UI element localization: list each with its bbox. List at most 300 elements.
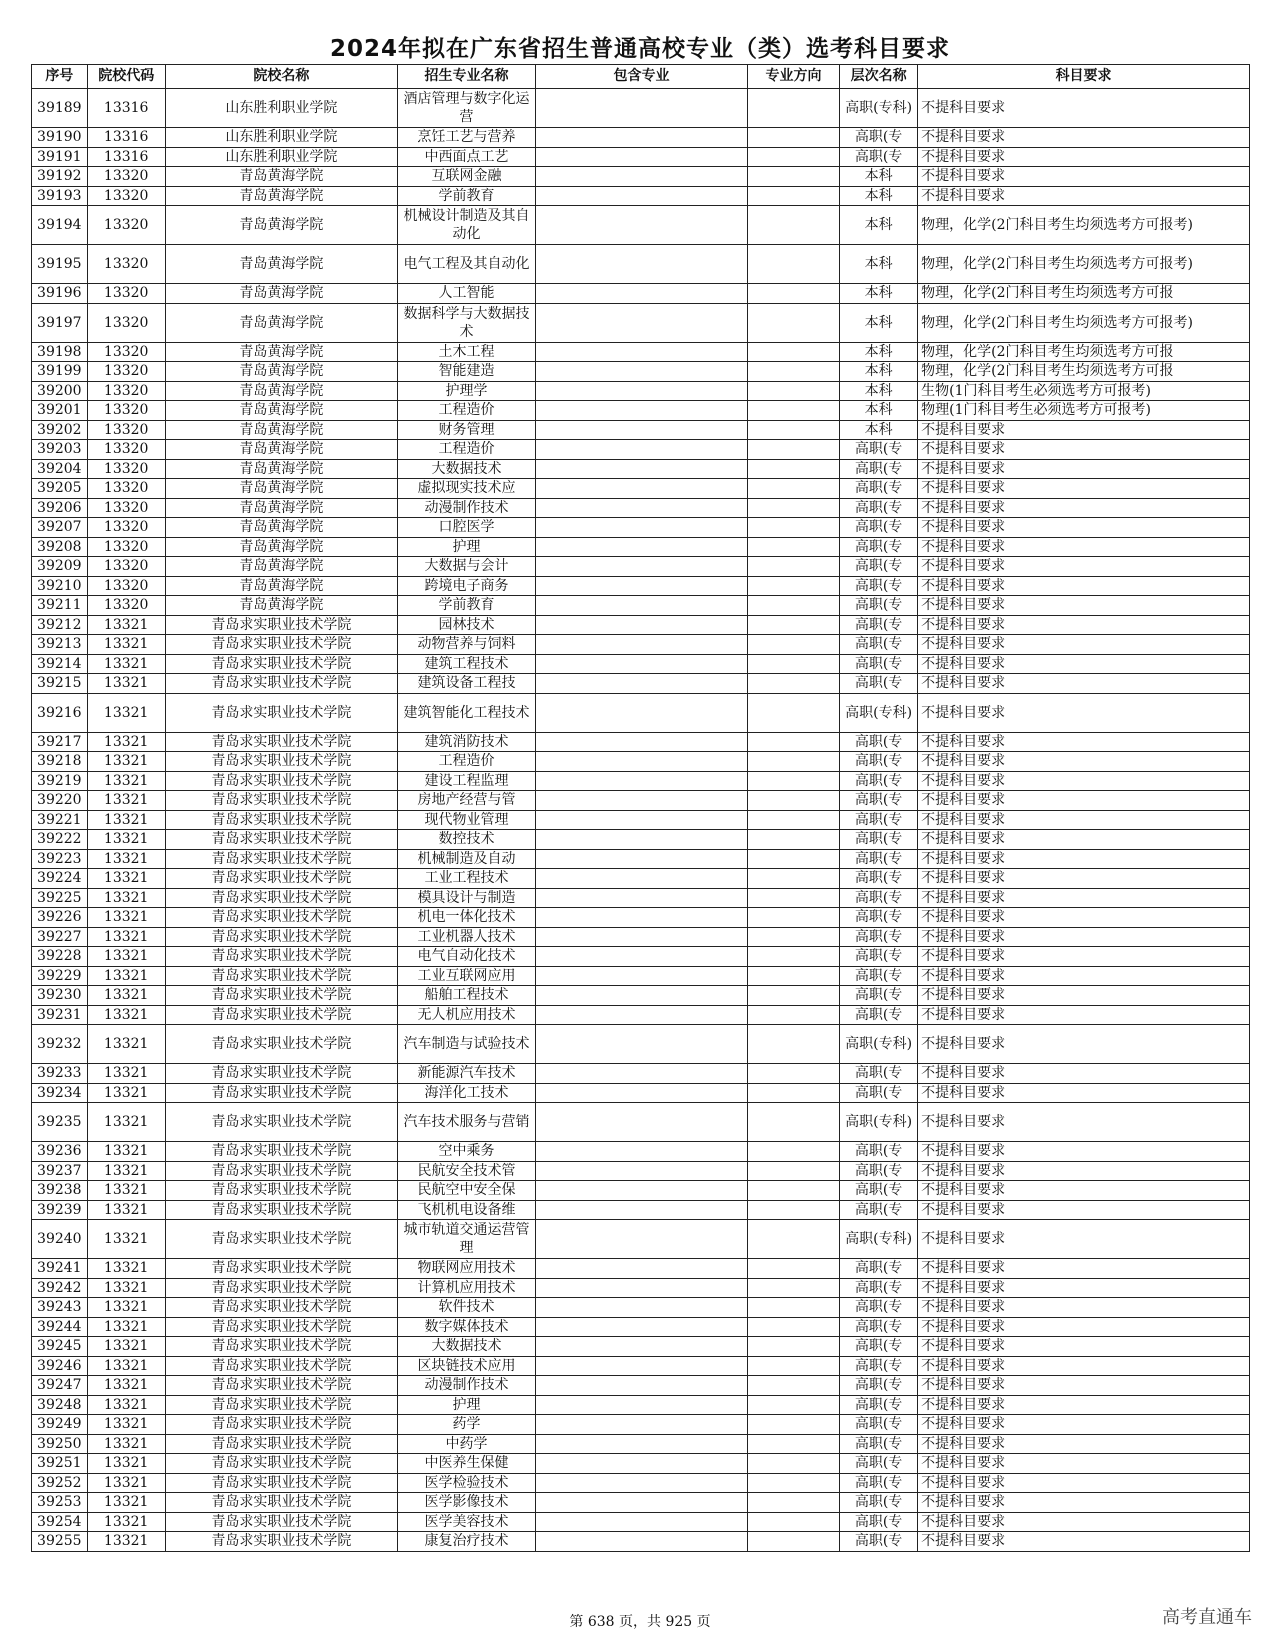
requirement-cell: 不提科目要求 bbox=[918, 752, 1250, 772]
school-code-cell: 13320 bbox=[87, 362, 165, 382]
seq-cell: 39236 bbox=[32, 1142, 88, 1162]
level-cell: 高职(专 bbox=[840, 1142, 918, 1162]
major-name-cell: 烹饪工艺与营养 bbox=[398, 128, 536, 148]
seq-cell: 39245 bbox=[32, 1337, 88, 1357]
level-cell: 高职(专 bbox=[840, 1317, 918, 1337]
school-code-cell: 13321 bbox=[87, 986, 165, 1006]
table-row bbox=[32, 537, 1250, 557]
school-code-cell: 13321 bbox=[87, 1220, 165, 1259]
major-name-cell: 土木工程 bbox=[398, 342, 536, 362]
level-cell: 本科 bbox=[840, 245, 918, 284]
requirement-cell: 不提科目要求 bbox=[918, 849, 1250, 869]
level-cell: 高职(专 bbox=[840, 498, 918, 518]
seq-cell: 39193 bbox=[32, 186, 88, 206]
school-name-cell: 青岛黄海学院 bbox=[165, 186, 397, 206]
requirement-cell: 不提科目要求 bbox=[918, 1434, 1250, 1454]
seq-cell: 39191 bbox=[32, 147, 88, 167]
major-name-cell: 工业机器人技术 bbox=[398, 927, 536, 947]
requirement-cell: 不提科目要求 bbox=[918, 1064, 1250, 1084]
seq-cell: 39242 bbox=[32, 1278, 88, 1298]
direction-cell bbox=[747, 1337, 839, 1357]
requirement-cell: 不提科目要求 bbox=[918, 1473, 1250, 1493]
included-majors-cell bbox=[536, 1259, 748, 1279]
direction-cell bbox=[747, 557, 839, 577]
level-cell: 高职(专 bbox=[840, 947, 918, 967]
seq-cell: 39238 bbox=[32, 1181, 88, 1201]
requirement-cell: 不提科目要求 bbox=[918, 1220, 1250, 1259]
school-code-cell: 13321 bbox=[87, 947, 165, 967]
requirement-cell: 不提科目要求 bbox=[918, 537, 1250, 557]
level-cell: 本科 bbox=[840, 303, 918, 342]
included-majors-cell bbox=[536, 1220, 748, 1259]
seq-cell: 39192 bbox=[32, 167, 88, 187]
school-code-cell: 13321 bbox=[87, 830, 165, 850]
direction-cell bbox=[747, 1473, 839, 1493]
table-row bbox=[32, 596, 1250, 616]
seq-cell: 39217 bbox=[32, 732, 88, 752]
school-code-cell: 13321 bbox=[87, 1083, 165, 1103]
direction-cell bbox=[747, 1278, 839, 1298]
requirement-cell: 不提科目要求 bbox=[918, 89, 1250, 128]
school-name-cell: 青岛求实职业技术学院 bbox=[165, 1200, 397, 1220]
included-majors-cell bbox=[536, 732, 748, 752]
level-cell: 本科 bbox=[840, 167, 918, 187]
major-name-cell: 模具设计与制造 bbox=[398, 888, 536, 908]
level-cell: 高职(专科) bbox=[840, 693, 918, 732]
table-row bbox=[32, 1356, 1250, 1376]
seq-cell: 39235 bbox=[32, 1103, 88, 1142]
seq-cell: 39214 bbox=[32, 654, 88, 674]
school-name-cell: 青岛求实职业技术学院 bbox=[165, 1161, 397, 1181]
school-code-cell: 13316 bbox=[87, 147, 165, 167]
level-cell: 高职(专 bbox=[840, 557, 918, 577]
level-cell: 高职(专 bbox=[840, 849, 918, 869]
level-cell: 高职(专 bbox=[840, 771, 918, 791]
major-name-cell: 大数据与会计 bbox=[398, 557, 536, 577]
requirement-cell: 不提科目要求 bbox=[918, 966, 1250, 986]
level-cell: 高职(专 bbox=[840, 128, 918, 148]
direction-cell bbox=[747, 1259, 839, 1279]
seq-cell: 39233 bbox=[32, 1064, 88, 1084]
direction-cell bbox=[747, 1395, 839, 1415]
seq-cell: 39195 bbox=[32, 245, 88, 284]
direction-cell bbox=[747, 966, 839, 986]
school-code-cell: 13321 bbox=[87, 1454, 165, 1474]
page-footer: 第 638 页，共 925 页 bbox=[569, 1614, 711, 1630]
requirement-cell: 不提科目要求 bbox=[918, 557, 1250, 577]
school-code-cell: 13320 bbox=[87, 596, 165, 616]
direction-cell bbox=[747, 693, 839, 732]
level-cell: 高职(专 bbox=[840, 654, 918, 674]
header-school-code: 院校代码 bbox=[87, 65, 165, 89]
requirement-cell: 不提科目要求 bbox=[918, 440, 1250, 460]
school-code-cell: 13321 bbox=[87, 869, 165, 889]
major-name-cell: 学前教育 bbox=[398, 596, 536, 616]
page-title: 2024年拟在广东省招生普通高校专业（类）选考科目要求 bbox=[329, 36, 950, 62]
direction-cell bbox=[747, 1532, 839, 1552]
level-cell: 高职(专 bbox=[840, 518, 918, 538]
included-majors-cell bbox=[536, 1083, 748, 1103]
school-code-cell: 13320 bbox=[87, 440, 165, 460]
school-code-cell: 13321 bbox=[87, 927, 165, 947]
level-cell: 高职(专 bbox=[840, 966, 918, 986]
seq-cell: 39216 bbox=[32, 693, 88, 732]
included-majors-cell bbox=[536, 206, 748, 245]
major-name-cell: 护理学 bbox=[398, 381, 536, 401]
school-code-cell: 13321 bbox=[87, 1200, 165, 1220]
school-name-cell: 青岛求实职业技术学院 bbox=[165, 869, 397, 889]
level-cell: 高职(专 bbox=[840, 1278, 918, 1298]
requirement-cell: 物理，化学(2门科目考生均须选考方可报考) bbox=[918, 245, 1250, 284]
included-majors-cell bbox=[536, 615, 748, 635]
table-row bbox=[32, 147, 1250, 167]
school-name-cell: 青岛求实职业技术学院 bbox=[165, 1220, 397, 1259]
requirement-cell: 不提科目要求 bbox=[918, 908, 1250, 928]
major-name-cell: 工程造价 bbox=[398, 401, 536, 421]
requirement-cell: 不提科目要求 bbox=[918, 1415, 1250, 1435]
header-seq: 序号 bbox=[32, 65, 88, 89]
major-name-cell: 无人机应用技术 bbox=[398, 1005, 536, 1025]
direction-cell bbox=[747, 459, 839, 479]
table-row bbox=[32, 1005, 1250, 1025]
direction-cell bbox=[747, 1220, 839, 1259]
school-name-cell: 青岛求实职业技术学院 bbox=[165, 1278, 397, 1298]
school-code-cell: 13321 bbox=[87, 966, 165, 986]
table-row bbox=[32, 947, 1250, 967]
included-majors-cell bbox=[536, 771, 748, 791]
school-code-cell: 13321 bbox=[87, 1532, 165, 1552]
seq-cell: 39197 bbox=[32, 303, 88, 342]
requirement-cell: 不提科目要求 bbox=[918, 1337, 1250, 1357]
included-majors-cell bbox=[536, 830, 748, 850]
table-row bbox=[32, 362, 1250, 382]
direction-cell bbox=[747, 440, 839, 460]
major-name-cell: 计算机应用技术 bbox=[398, 1278, 536, 1298]
major-name-cell: 区块链技术应用 bbox=[398, 1356, 536, 1376]
school-code-cell: 13321 bbox=[87, 791, 165, 811]
level-cell: 高职(专 bbox=[840, 1376, 918, 1396]
major-name-cell: 医学影像技术 bbox=[398, 1493, 536, 1513]
school-name-cell: 青岛黄海学院 bbox=[165, 342, 397, 362]
major-name-cell: 工程造价 bbox=[398, 440, 536, 460]
level-cell: 高职(专科) bbox=[840, 89, 918, 128]
table-row bbox=[32, 1103, 1250, 1142]
school-name-cell: 青岛黄海学院 bbox=[165, 459, 397, 479]
school-code-cell: 13321 bbox=[87, 1278, 165, 1298]
requirement-cell: 不提科目要求 bbox=[918, 596, 1250, 616]
major-name-cell: 大数据技术 bbox=[398, 1337, 536, 1357]
school-code-cell: 13321 bbox=[87, 752, 165, 772]
seq-cell: 39230 bbox=[32, 986, 88, 1006]
major-name-cell: 汽车制造与试验技术 bbox=[398, 1025, 536, 1064]
school-name-cell: 青岛求实职业技术学院 bbox=[165, 1454, 397, 1474]
direction-cell bbox=[747, 615, 839, 635]
school-name-cell: 山东胜利职业学院 bbox=[165, 147, 397, 167]
major-name-cell: 中西面点工艺 bbox=[398, 147, 536, 167]
seq-cell: 39224 bbox=[32, 869, 88, 889]
school-code-cell: 13320 bbox=[87, 167, 165, 187]
level-cell: 高职(专 bbox=[840, 810, 918, 830]
direction-cell bbox=[747, 420, 839, 440]
included-majors-cell bbox=[536, 693, 748, 732]
included-majors-cell bbox=[536, 303, 748, 342]
seq-cell: 39253 bbox=[32, 1493, 88, 1513]
level-cell: 高职(专 bbox=[840, 1064, 918, 1084]
school-name-cell: 青岛求实职业技术学院 bbox=[165, 674, 397, 694]
school-name-cell: 山东胜利职业学院 bbox=[165, 128, 397, 148]
included-majors-cell bbox=[536, 1493, 748, 1513]
table-row bbox=[32, 420, 1250, 440]
seq-cell: 39198 bbox=[32, 342, 88, 362]
included-majors-cell bbox=[536, 1337, 748, 1357]
school-name-cell: 青岛求实职业技术学院 bbox=[165, 732, 397, 752]
table-row bbox=[32, 752, 1250, 772]
table-row bbox=[32, 791, 1250, 811]
requirement-cell: 不提科目要求 bbox=[918, 830, 1250, 850]
seq-cell: 39254 bbox=[32, 1512, 88, 1532]
included-majors-cell bbox=[536, 89, 748, 128]
school-code-cell: 13321 bbox=[87, 654, 165, 674]
level-cell: 高职(专 bbox=[840, 1259, 918, 1279]
seq-cell: 39232 bbox=[32, 1025, 88, 1064]
included-majors-cell bbox=[536, 986, 748, 1006]
included-majors-cell bbox=[536, 1103, 748, 1142]
requirement-cell: 不提科目要求 bbox=[918, 654, 1250, 674]
major-name-cell: 电气工程及其自动化 bbox=[398, 245, 536, 284]
table-row bbox=[32, 1083, 1250, 1103]
school-code-cell: 13321 bbox=[87, 1064, 165, 1084]
school-name-cell: 青岛黄海学院 bbox=[165, 167, 397, 187]
table-body bbox=[32, 89, 1250, 1552]
seq-cell: 39222 bbox=[32, 830, 88, 850]
school-name-cell: 青岛求实职业技术学院 bbox=[165, 791, 397, 811]
school-name-cell: 青岛黄海学院 bbox=[165, 596, 397, 616]
direction-cell bbox=[747, 128, 839, 148]
school-name-cell: 青岛求实职业技术学院 bbox=[165, 1317, 397, 1337]
table-row bbox=[32, 303, 1250, 342]
seq-cell: 39255 bbox=[32, 1532, 88, 1552]
school-code-cell: 13321 bbox=[87, 1181, 165, 1201]
requirement-cell: 不提科目要求 bbox=[918, 1103, 1250, 1142]
school-code-cell: 13320 bbox=[87, 206, 165, 245]
table-row bbox=[32, 1025, 1250, 1064]
level-cell: 高职(专 bbox=[840, 986, 918, 1006]
table-row bbox=[32, 810, 1250, 830]
included-majors-cell bbox=[536, 1317, 748, 1337]
requirement-cell: 不提科目要求 bbox=[918, 167, 1250, 187]
header-level: 层次名称 bbox=[840, 65, 918, 89]
major-name-cell: 动漫制作技术 bbox=[398, 1376, 536, 1396]
level-cell: 高职(专 bbox=[840, 1473, 918, 1493]
table-header-row bbox=[32, 65, 1250, 89]
direction-cell bbox=[747, 674, 839, 694]
table-row bbox=[32, 1278, 1250, 1298]
requirement-cell: 不提科目要求 bbox=[918, 1298, 1250, 1318]
major-name-cell: 城市轨道交通运营管理 bbox=[398, 1220, 536, 1259]
requirement-cell: 不提科目要求 bbox=[918, 498, 1250, 518]
requirement-cell: 不提科目要求 bbox=[918, 693, 1250, 732]
school-code-cell: 13321 bbox=[87, 1259, 165, 1279]
header-school-name: 院校名称 bbox=[165, 65, 397, 89]
school-name-cell: 青岛求实职业技术学院 bbox=[165, 1025, 397, 1064]
school-code-cell: 13321 bbox=[87, 1493, 165, 1513]
table-row bbox=[32, 830, 1250, 850]
school-code-cell: 13321 bbox=[87, 732, 165, 752]
school-name-cell: 青岛黄海学院 bbox=[165, 284, 397, 304]
included-majors-cell bbox=[536, 147, 748, 167]
major-name-cell: 民航空中安全保 bbox=[398, 1181, 536, 1201]
major-name-cell: 护理 bbox=[398, 537, 536, 557]
requirement-cell: 不提科目要求 bbox=[918, 1376, 1250, 1396]
seq-cell: 39228 bbox=[32, 947, 88, 967]
table-row bbox=[32, 206, 1250, 245]
major-name-cell: 酒店管理与数字化运营 bbox=[398, 89, 536, 128]
seq-cell: 39247 bbox=[32, 1376, 88, 1396]
major-name-cell: 大数据技术 bbox=[398, 459, 536, 479]
included-majors-cell bbox=[536, 1064, 748, 1084]
major-name-cell: 药学 bbox=[398, 1415, 536, 1435]
direction-cell bbox=[747, 342, 839, 362]
seq-cell: 39205 bbox=[32, 479, 88, 499]
school-name-cell: 青岛求实职业技术学院 bbox=[165, 1473, 397, 1493]
major-name-cell: 建筑智能化工程技术 bbox=[398, 693, 536, 732]
requirement-cell: 不提科目要求 bbox=[918, 1181, 1250, 1201]
table-row bbox=[32, 381, 1250, 401]
direction-cell bbox=[747, 1317, 839, 1337]
included-majors-cell bbox=[536, 518, 748, 538]
requirement-cell: 不提科目要求 bbox=[918, 1493, 1250, 1513]
level-cell: 高职(专 bbox=[840, 1454, 918, 1474]
level-cell: 本科 bbox=[840, 186, 918, 206]
direction-cell bbox=[747, 537, 839, 557]
direction-cell bbox=[747, 89, 839, 128]
level-cell: 高职(专 bbox=[840, 1493, 918, 1513]
direction-cell bbox=[747, 986, 839, 1006]
direction-cell bbox=[747, 206, 839, 245]
table-row bbox=[32, 1161, 1250, 1181]
major-name-cell: 机电一体化技术 bbox=[398, 908, 536, 928]
school-code-cell: 13321 bbox=[87, 1103, 165, 1142]
school-code-cell: 13321 bbox=[87, 1376, 165, 1396]
seq-cell: 39203 bbox=[32, 440, 88, 460]
included-majors-cell bbox=[536, 498, 748, 518]
direction-cell bbox=[747, 1025, 839, 1064]
seq-cell: 39208 bbox=[32, 537, 88, 557]
seq-cell: 39240 bbox=[32, 1220, 88, 1259]
seq-cell: 39201 bbox=[32, 401, 88, 421]
direction-cell bbox=[747, 1298, 839, 1318]
school-code-cell: 13321 bbox=[87, 1025, 165, 1064]
direction-cell bbox=[747, 186, 839, 206]
seq-cell: 39251 bbox=[32, 1454, 88, 1474]
requirement-cell: 不提科目要求 bbox=[918, 810, 1250, 830]
table-row bbox=[32, 927, 1250, 947]
included-majors-cell bbox=[536, 791, 748, 811]
included-majors-cell bbox=[536, 362, 748, 382]
school-name-cell: 青岛黄海学院 bbox=[165, 362, 397, 382]
school-name-cell: 青岛黄海学院 bbox=[165, 537, 397, 557]
direction-cell bbox=[747, 381, 839, 401]
school-name-cell: 青岛求实职业技术学院 bbox=[165, 752, 397, 772]
seq-cell: 39219 bbox=[32, 771, 88, 791]
seq-cell: 39227 bbox=[32, 927, 88, 947]
requirement-cell: 不提科目要求 bbox=[918, 459, 1250, 479]
school-code-cell: 13320 bbox=[87, 284, 165, 304]
school-code-cell: 13320 bbox=[87, 537, 165, 557]
direction-cell bbox=[747, 1064, 839, 1084]
requirement-cell: 物理，化学(2门科目考生均须选考方可报考) bbox=[918, 206, 1250, 245]
major-name-cell: 动物营养与饲料 bbox=[398, 635, 536, 655]
requirement-cell: 不提科目要求 bbox=[918, 732, 1250, 752]
direction-cell bbox=[747, 752, 839, 772]
level-cell: 高职(专 bbox=[840, 791, 918, 811]
seq-cell: 39239 bbox=[32, 1200, 88, 1220]
major-name-cell: 建筑设备工程技 bbox=[398, 674, 536, 694]
level-cell: 高职(专科) bbox=[840, 1025, 918, 1064]
seq-cell: 39234 bbox=[32, 1083, 88, 1103]
table-row bbox=[32, 557, 1250, 577]
table-row bbox=[32, 908, 1250, 928]
seq-cell: 39204 bbox=[32, 459, 88, 479]
seq-cell: 39210 bbox=[32, 576, 88, 596]
direction-cell bbox=[747, 1415, 839, 1435]
major-name-cell: 工业互联网应用 bbox=[398, 966, 536, 986]
school-code-cell: 13321 bbox=[87, 1317, 165, 1337]
included-majors-cell bbox=[536, 810, 748, 830]
major-name-cell: 物联网应用技术 bbox=[398, 1259, 536, 1279]
table-row bbox=[32, 1493, 1250, 1513]
direction-cell bbox=[747, 888, 839, 908]
school-name-cell: 青岛求实职业技术学院 bbox=[165, 1298, 397, 1318]
school-name-cell: 青岛求实职业技术学院 bbox=[165, 1493, 397, 1513]
major-name-cell: 飞机机电设备维 bbox=[398, 1200, 536, 1220]
table-row bbox=[32, 245, 1250, 284]
direction-cell bbox=[747, 1161, 839, 1181]
major-name-cell: 船舶工程技术 bbox=[398, 986, 536, 1006]
school-name-cell: 青岛求实职业技术学院 bbox=[165, 615, 397, 635]
school-name-cell: 青岛求实职业技术学院 bbox=[165, 1337, 397, 1357]
direction-cell bbox=[747, 596, 839, 616]
major-name-cell: 动漫制作技术 bbox=[398, 498, 536, 518]
level-cell: 高职(专 bbox=[840, 1181, 918, 1201]
requirement-cell: 不提科目要求 bbox=[918, 1005, 1250, 1025]
included-majors-cell bbox=[536, 440, 748, 460]
direction-cell bbox=[747, 771, 839, 791]
table-row bbox=[32, 1200, 1250, 1220]
seq-cell: 39249 bbox=[32, 1415, 88, 1435]
major-name-cell: 建筑工程技术 bbox=[398, 654, 536, 674]
major-name-cell: 护理 bbox=[398, 1395, 536, 1415]
school-name-cell: 青岛求实职业技术学院 bbox=[165, 1083, 397, 1103]
table-row bbox=[32, 732, 1250, 752]
included-majors-cell bbox=[536, 596, 748, 616]
table-row bbox=[32, 401, 1250, 421]
seq-cell: 39199 bbox=[32, 362, 88, 382]
table-row bbox=[32, 342, 1250, 362]
school-code-cell: 13320 bbox=[87, 303, 165, 342]
level-cell: 高职(专 bbox=[840, 537, 918, 557]
level-cell: 高职(专 bbox=[840, 752, 918, 772]
table-row bbox=[32, 128, 1250, 148]
major-name-cell: 民航安全技术管 bbox=[398, 1161, 536, 1181]
requirement-cell: 不提科目要求 bbox=[918, 674, 1250, 694]
seq-cell: 39226 bbox=[32, 908, 88, 928]
direction-cell bbox=[747, 869, 839, 889]
major-name-cell: 机械设计制造及其自动化 bbox=[398, 206, 536, 245]
included-majors-cell bbox=[536, 1434, 748, 1454]
direction-cell bbox=[747, 947, 839, 967]
table-row bbox=[32, 1376, 1250, 1396]
